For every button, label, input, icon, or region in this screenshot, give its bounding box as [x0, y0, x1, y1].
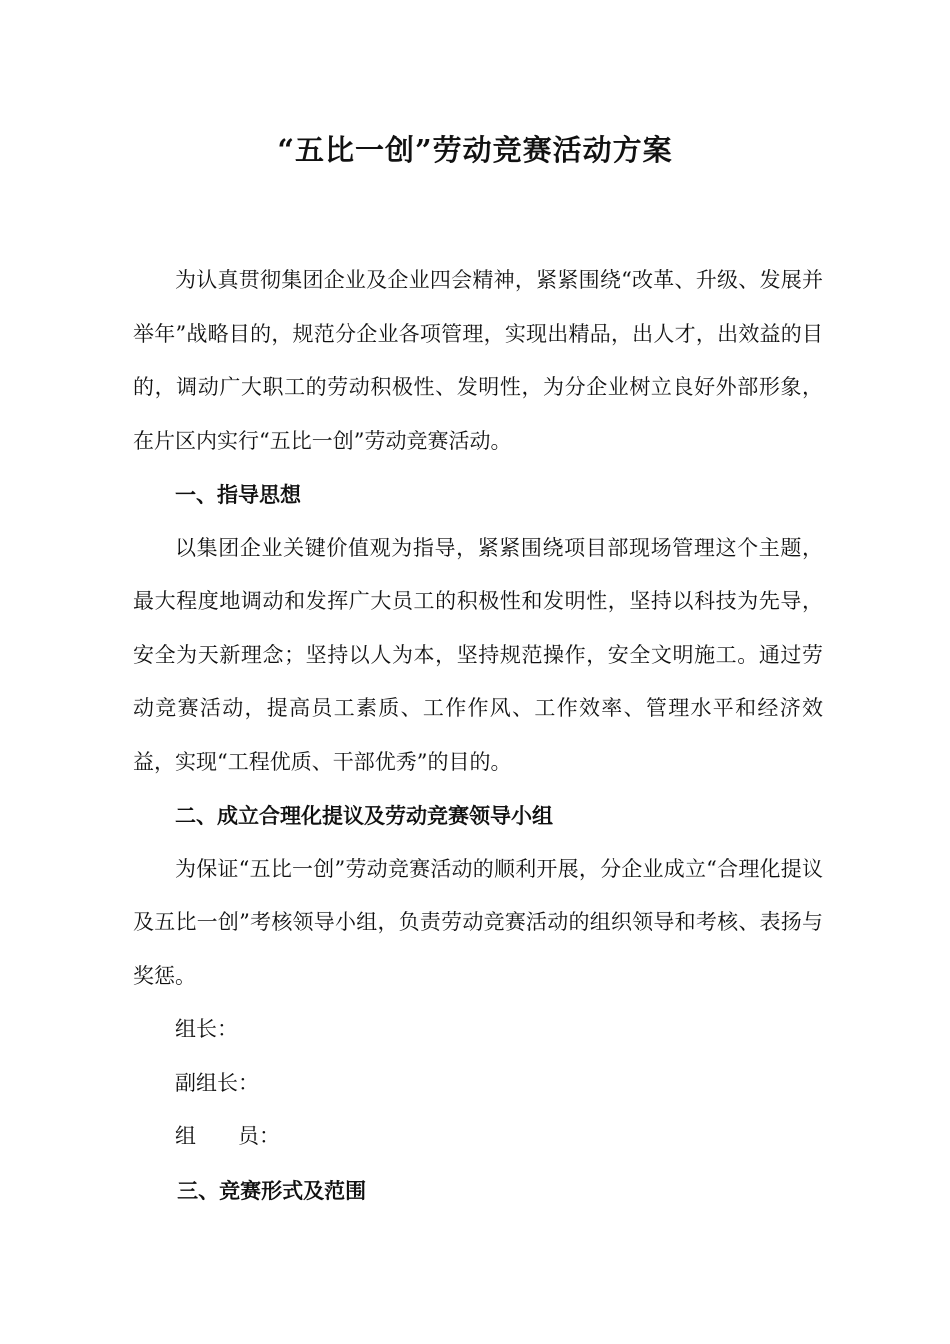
section-heading-leadership-group: 二、成立合理化提议及劳动竞赛领导小组: [175, 803, 553, 828]
intro-paragraph: 为认真贯彻集团企业及企业四会精神，紧紧围绕“改革、升级、发展并举年”战略目的，规范分企业各项管理，实现出精品，出人才，出效益的目的，调动广大职工的劳动积极性、发明性，为分企业树立良好外部形象，在片区内实行“五比一创”劳动竞赛活动。: [133, 268, 823, 453]
deputy-leader-line: 副组长：: [175, 1070, 259, 1095]
group-members-label-a: 组: [175, 1124, 196, 1148]
section-heading-guiding-ideology: 一、指导思想: [175, 482, 301, 507]
document-title: “五比一创”劳动竞赛活动方案: [277, 133, 673, 167]
section-heading-competition-form: 三、竞赛形式及范围: [177, 1177, 367, 1203]
group-members-line: [133, 1110, 823, 1164]
document-body: [133, 254, 823, 1217]
leadership-group-paragraph: 为保证“五比一创”劳动竞赛活动的顺利开展，分企业成立“合理化提议及五比一创”考核领导小组，负责劳动竞赛活动的组织领导和考核、表扬与奖惩。: [133, 856, 823, 988]
group-members-label-b: 员：: [238, 1124, 280, 1148]
guiding-ideology-paragraph: 以集团企业关键价值观为指导，紧紧围绕项目部现场管理这个主题，最大程度地调动和发挥广大员工的积极性和发明性，坚持以科技为先导，安全为天新理念；坚持以人为本，坚持规范操作，安全文明施工。通过劳动竞赛活动，提高员工素质、工作作风、工作效率、管理水平和经济效益，实现“工程优质、干部优秀”的目的。: [133, 535, 823, 774]
group-leader-line: 组长：: [175, 1017, 238, 1041]
